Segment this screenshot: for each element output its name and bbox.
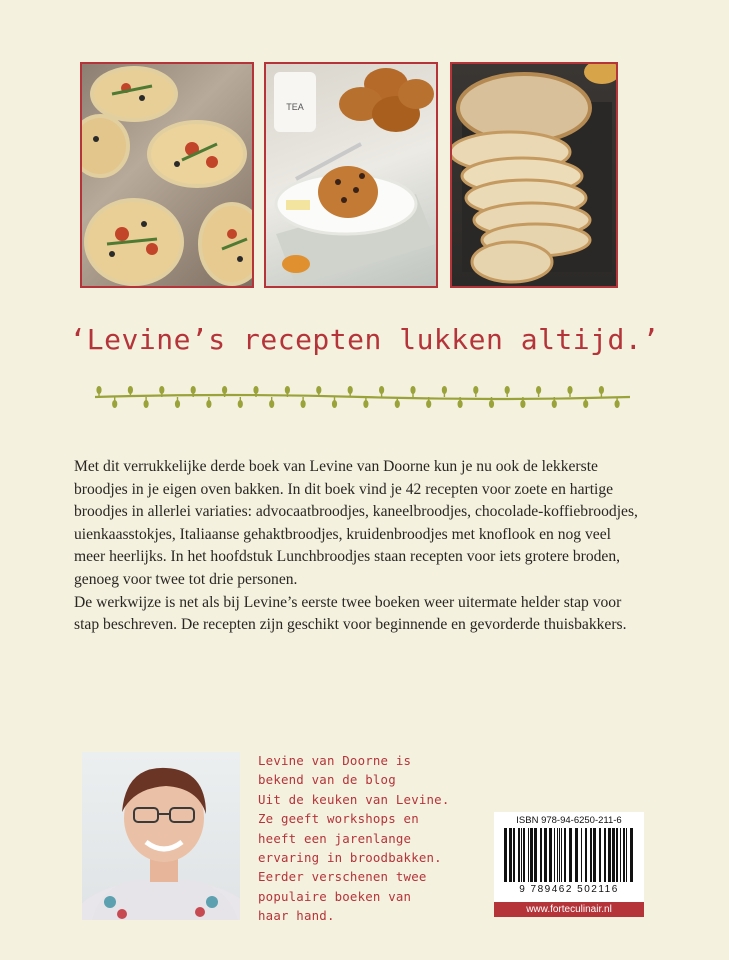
raisin-bun-illustration — [266, 64, 436, 286]
bio-line: Levine van Doorne is — [258, 753, 412, 768]
bio-line: Eerder verschenen twee — [258, 869, 427, 885]
bio-line: ervaring in broodbakken. — [258, 850, 442, 866]
mini-pizzas-illustration — [82, 64, 252, 286]
vine-divider-icon — [95, 384, 630, 414]
bio-line: haar hand. — [258, 908, 335, 924]
photo-sliced-bread — [450, 62, 618, 288]
author-portrait-illustration — [82, 752, 240, 920]
author-bio — [258, 751, 508, 926]
sliced-bread-illustration — [452, 64, 616, 286]
publisher-website: www.forteculinair.nl — [494, 902, 644, 917]
photo-raisin-buns — [264, 62, 438, 288]
bio-line: heeft een jarenlange — [258, 830, 412, 846]
photo-mini-pizzas — [80, 62, 254, 288]
bio-line: bekend van de blog — [258, 772, 396, 788]
book-description — [74, 456, 644, 637]
isbn-label: ISBN 978-94-6250-211-6 — [516, 815, 622, 826]
description-paragraph-1: Met dit verrukkelijke derde boek van Levine van Doorne kun je nu ook de lekkerste broodjes in je eigen oven bakken. In dit boek vind je 42 recepten voor zoete en hartige broodjes in allerlei variaties: advocaatbroodjes, kaneelbroodjes, chocolade-koffiebroodjes, uienkaasstokjes, Italiaanse gehaktbroodjes, kruidenbroodjes met knoflook en nog veel meer heerlijks. In het hoofdstuk Lunchbroodjes staan recepten voor iets grotere broden, genoeg voor twee tot drie personen. — [74, 458, 638, 588]
description-paragraph-2: De werkwijze is net als bij Levine’s eerste twee boeken weer uitermate helder stap voor stap beschreven. De recepten zijn geschikt voor beginnende en gevorderde thuisbakkers. — [74, 593, 627, 634]
mug-text: TEA — [286, 102, 304, 112]
barcode-box — [494, 812, 644, 917]
bio-line: Uit de keuken van Levine. — [258, 791, 450, 807]
bio-line: populaire boeken van — [258, 888, 412, 904]
quote-heading: ‘Levine’s recepten lukken altijd.’ — [69, 323, 660, 356]
author-photo — [82, 752, 240, 920]
bio-line: Ze geeft workshops en — [258, 811, 419, 827]
barcode-icon — [504, 828, 634, 884]
barcode-digits: 9 789462 502116 — [519, 884, 619, 895]
